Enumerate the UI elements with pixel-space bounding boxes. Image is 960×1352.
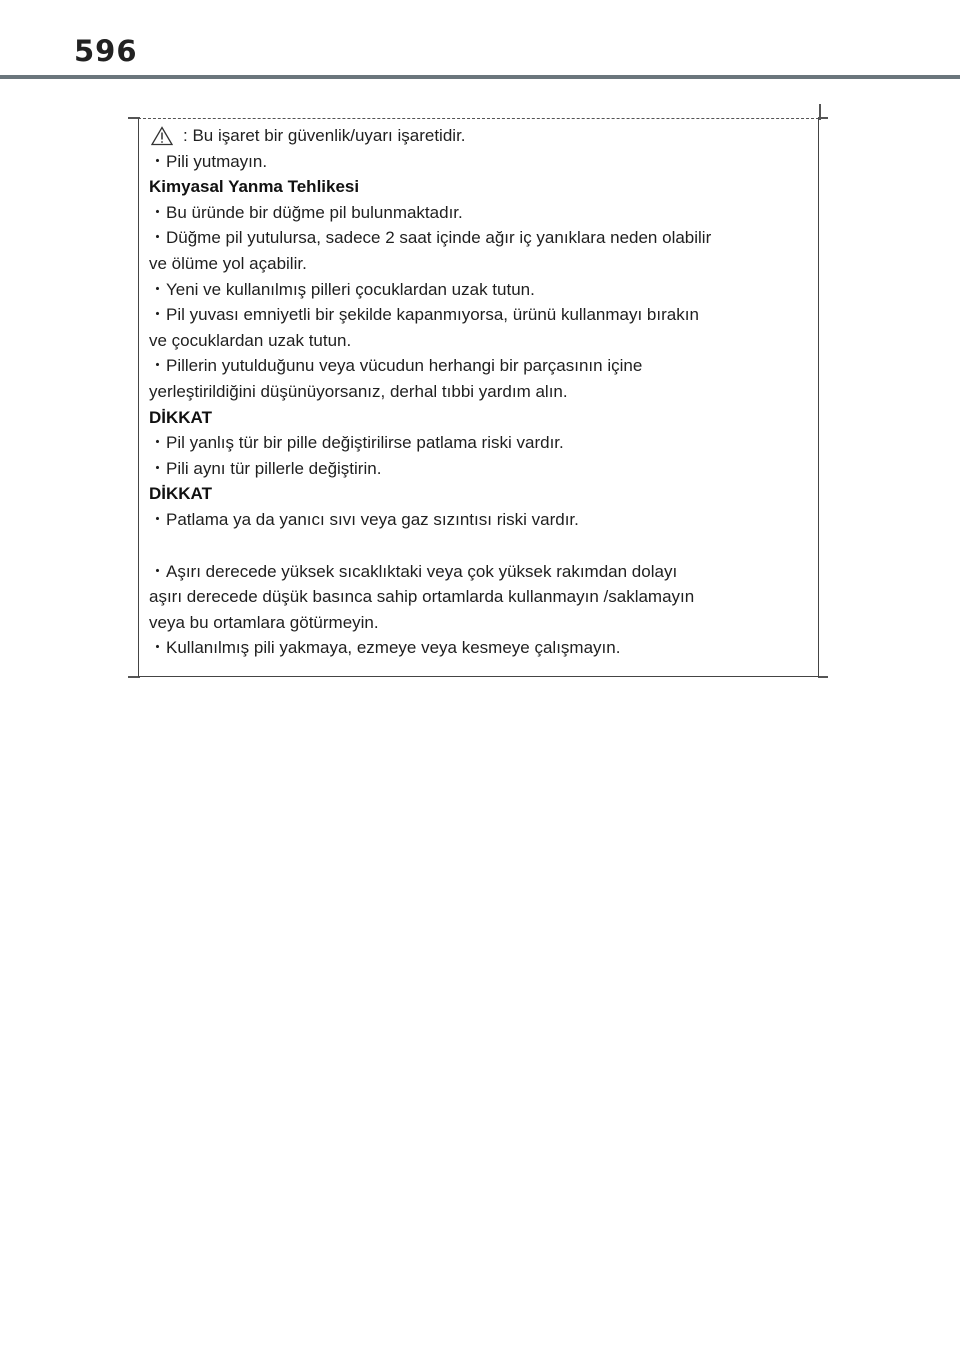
box-tick-right-vertical: [819, 104, 821, 120]
notice-line: ・Düğme pil yutulursa, sadece 2 saat içinde ağır iç yanıklara neden olabilir: [149, 228, 712, 248]
box-tick-right-bottom: [818, 676, 828, 678]
notice-line: ・Pili aynı tür pillerle değiştirin.: [149, 458, 382, 478]
notice-content: [149, 123, 809, 661]
notice-line: aşırı derecede düşük basınca sahip ortamlarda kullanmayın /saklamayın: [149, 587, 695, 607]
symbol-explanation-line: [149, 123, 809, 149]
notice-line: ・Pil yuvası emniyetli bir şekilde kapanmıyorsa, ürünü kullanmayı bırakın: [149, 305, 699, 325]
notice-line: ・Yeni ve kullanılmış pilleri çocuklardan uzak tutun.: [149, 279, 535, 299]
blank-line: [149, 533, 809, 559]
notice-line: ・Kullanılmış pili yakmaya, ezmeye veya kesmeye çalışmayın.: [149, 638, 621, 658]
notice-line: ・Pil yanlış tür bir pille değiştirilirse patlama riski vardır.: [149, 433, 564, 453]
notice-line: ・Pili yutmayın.: [149, 151, 268, 171]
section-heading: DİKKAT: [149, 484, 212, 504]
notice-line: yerleştirildiğini düşünüyorsanız, derhal tıbbi yardım alın.: [149, 381, 568, 401]
warning-triangle-icon: [151, 126, 173, 146]
notice-line: ・Bu üründe bir düğme pil bulunmaktadır.: [149, 202, 463, 222]
notice-line: ・Patlama ya da yanıcı sıvı veya gaz sızıntısı riski vardır.: [149, 509, 579, 529]
notice-line: ・Pillerin yutulduğunu veya vücudun herhangi bir parçasının içine: [149, 356, 643, 376]
notice-line: ・Aşırı derecede yüksek sıcaklıktaki veya çok yüksek rakımdan dolayı: [149, 561, 678, 581]
page-number: 596: [74, 34, 138, 68]
header-rule: [0, 75, 960, 79]
notice-line: ve ölüme yol açabilir.: [149, 253, 307, 273]
symbol-explanation-text: : Bu işaret bir güvenlik/uyarı işaretidir.: [183, 126, 466, 145]
notice-line: veya bu ortamlara götürmeyin.: [149, 612, 379, 632]
section-heading: DİKKAT: [149, 407, 212, 427]
section-heading: Kimyasal Yanma Tehlikesi: [149, 177, 360, 197]
notice-line: ve çocuklardan uzak tutun.: [149, 330, 352, 350]
